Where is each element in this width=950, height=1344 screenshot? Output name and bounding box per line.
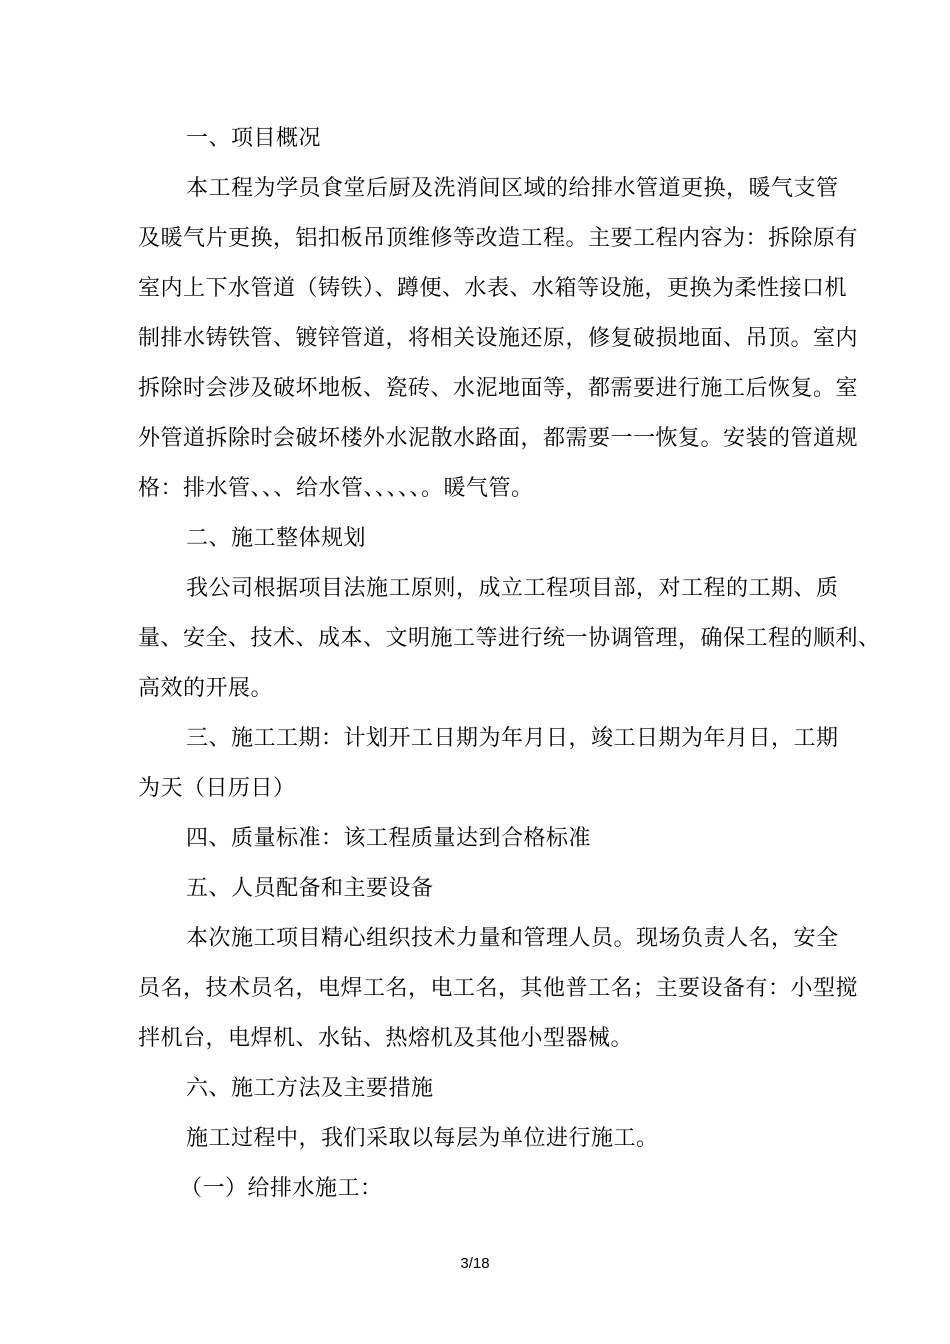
paragraph-line: 外管道拆除时会破坏楼外水泥散水路面，都需要一一恢复。安装的管道规 [138,426,859,451]
paragraph-line: 室内上下水管道（铸铁）、蹲便、水表、水箱等设施，更换为柔性接口机 [138,276,848,301]
page-number: 3/18 [460,1255,490,1272]
heading-construction-period: 三、施工工期：计划开工日期为年月日，竣工日期为年月日，工期 [186,726,839,751]
paragraph-line: 量、安全、技术、成本、文明施工等进行统一协调管理，确保工程的顺利、 [138,626,881,651]
paragraph-line: 拌机台，电焊机、水钻、热熔机及其他小型器械。 [138,1026,634,1051]
heading-project-overview: 一、项目概况 [186,126,322,151]
heading-methods-measures: 六、施工方法及主要措施 [186,1076,434,1101]
paragraph-line: 施工过程中，我们采取以每层为单位进行施工。 [186,1126,659,1151]
heading-quality-standard: 四、质量标准：该工程质量达到合格标准 [186,826,592,851]
paragraph-line: 本工程为学员食堂后厨及洗消间区域的给排水管道更换，暖气支管 [186,176,839,201]
paragraph-line: 为天（日历日） [138,776,296,801]
heading-staffing-equipment: 五、人员配备和主要设备 [186,876,434,901]
paragraph-line: 及暖气片更换，铝扣板吊顶维修等改造工程。主要工程内容为：拆除原有 [138,226,859,251]
paragraph-line: 格：排水管、、、给水管、、、、、。暖气管。 [138,476,534,501]
paragraph-line: 我公司根据项目法施工原则，成立工程项目部，对工程的工期、质 [186,576,839,601]
paragraph-line: 本次施工项目精心组织技术力量和管理人员。现场负责人名，安全 [186,926,839,951]
subheading-plumbing: （一）给排水施工： [180,1176,383,1201]
paragraph-line: 高效的开展。 [138,676,274,701]
paragraph-line: 拆除时会涉及破坏地板、瓷砖、水泥地面等，都需要进行施工后恢复。室 [138,376,859,401]
paragraph-line: 制排水铸铁管、镀锌管道，将相关设施还原，修复破损地面、吊顶。室内 [138,326,859,351]
heading-overall-plan: 二、施工整体规划 [186,526,367,551]
paragraph-line: 员名，技术员名，电焊工名，电工名，其他普工名；主要设备有：小型搅 [138,976,859,1001]
